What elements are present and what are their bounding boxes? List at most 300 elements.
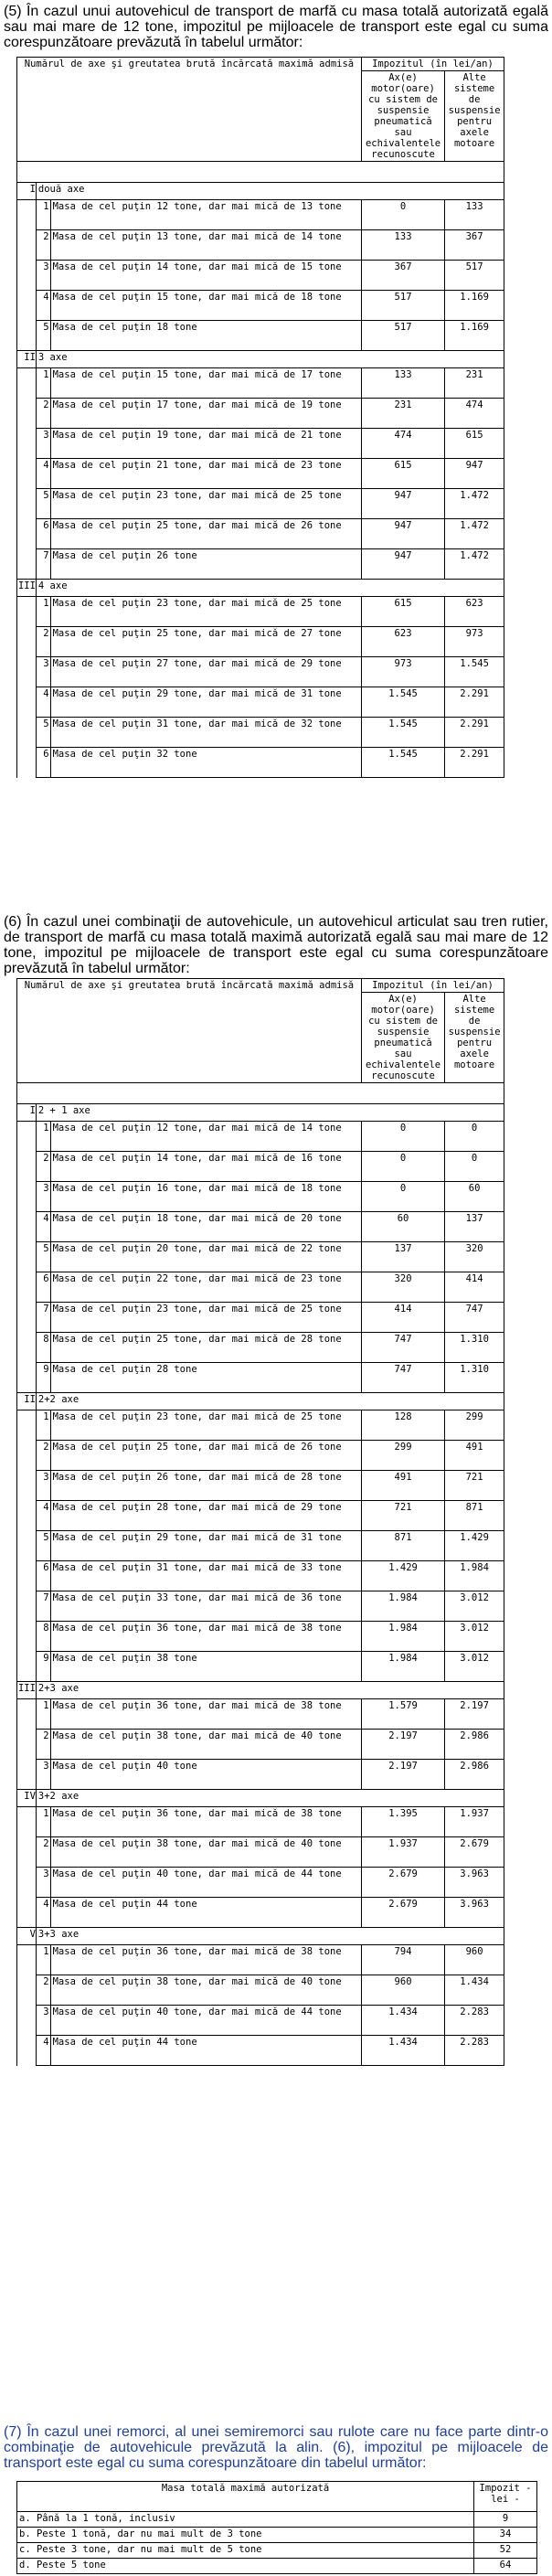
header-mass: Masa totală maximă autorizată [17, 2482, 474, 2512]
table-row [17, 549, 504, 580]
row-indent [17, 321, 37, 351]
row-tax-pneumatic: 1.984 [361, 1652, 444, 1682]
row-tax-pneumatic: 615 [361, 597, 444, 627]
row-description: Masa de cel puţin 27 tone, dar mai mică de 29 tone [50, 657, 361, 687]
row-tax-pneumatic: 1.434 [361, 2006, 444, 2036]
tax-table-combinations [16, 978, 504, 2066]
row-description: Masa de cel puţin 40 tone, dar mai mică de 44 tone [50, 1868, 361, 1898]
row-description: Masa de cel puţin 44 tone [50, 2036, 361, 2066]
row-description: Masa de cel puţin 14 tone, dar mai mică de 15 tone [50, 261, 361, 291]
row-description: Masa de cel puţin 18 tone [50, 321, 361, 351]
row-tax-pneumatic: 2.197 [361, 1730, 444, 1760]
row-tax-pneumatic: 1.545 [361, 748, 444, 778]
row-indent [17, 1303, 37, 1333]
row-tax-pneumatic: 794 [361, 1945, 444, 1975]
row-tax-pneumatic: 2.679 [361, 1868, 444, 1898]
table-row [17, 2512, 537, 2528]
row-description: Masa de cel puţin 44 tone [50, 1898, 361, 1928]
row-indent [17, 429, 37, 459]
row-tax-pneumatic: 1.434 [361, 2036, 444, 2066]
row-number: 3 [36, 1760, 50, 1790]
table-row [17, 429, 504, 459]
table-row [17, 1410, 504, 1441]
row-tax-pneumatic: 623 [361, 627, 444, 657]
row-tax-other: 3.012 [445, 1622, 504, 1652]
row-number: 4 [36, 291, 50, 321]
row-tax-other: 623 [445, 597, 504, 627]
row-number: 6 [36, 748, 50, 778]
row-tax-pneumatic: 133 [361, 230, 444, 261]
row-mass-range: a. Până la 1 tonă, inclusiv [17, 2512, 474, 2528]
row-tax-other: 60 [445, 1182, 504, 1212]
row-tax-other: 3.012 [445, 1652, 504, 1682]
row-indent [17, 1898, 37, 1928]
row-number: 6 [36, 1561, 50, 1591]
group-label: două axe [36, 183, 504, 200]
row-tax-other: 2.291 [445, 748, 504, 778]
row-tax-pneumatic: 871 [361, 1531, 444, 1561]
row-tax-other: 474 [445, 399, 504, 429]
row-tax-other: 747 [445, 1303, 504, 1333]
header-tax-lei: Impozit - lei - [474, 2482, 537, 2512]
row-description: Masa de cel puţin 28 tone, dar mai mică de 29 tone [50, 1501, 361, 1531]
row-number: 1 [36, 597, 50, 627]
row-description: Masa de cel puţin 12 tone, dar mai mică de 13 tone [50, 200, 361, 230]
row-description: Masa de cel puţin 38 tone, dar mai mică de 40 tone [50, 1837, 361, 1868]
row-indent [17, 489, 37, 519]
row-tax-other: 871 [445, 1501, 504, 1531]
row-tax-other: 3.963 [445, 1898, 504, 1928]
row-number: 4 [36, 1501, 50, 1531]
table-row [17, 1760, 504, 1790]
row-number: 7 [36, 549, 50, 580]
row-number: 8 [36, 1622, 50, 1652]
row-indent [17, 1622, 37, 1652]
row-description: Masa de cel puţin 16 tone, dar mai mică de 18 tone [50, 1182, 361, 1212]
row-tax-other: 1.434 [445, 1975, 504, 2006]
header-tax: Impozitul (în lei/an) [361, 58, 504, 71]
row-number: 3 [36, 429, 50, 459]
row-number: 1 [36, 1410, 50, 1441]
group-roman: II [17, 351, 37, 368]
group-label: 3+2 axe [36, 1790, 504, 1807]
table-row [17, 1212, 504, 1242]
row-description: Masa de cel puţin 18 tone, dar mai mică de 20 tone [50, 1212, 361, 1242]
row-tax-pneumatic: 517 [361, 291, 444, 321]
row-tax-other: 1.937 [445, 1807, 504, 1837]
row-indent [17, 2006, 37, 2036]
row-tax-value: 9 [474, 2512, 537, 2528]
table-row [17, 687, 504, 718]
row-number: 4 [36, 1898, 50, 1928]
header-axes: Numărul de axe şi greutatea brută încărcată maximă admisă [17, 979, 362, 1083]
table-row [17, 1561, 504, 1591]
table-row [17, 718, 504, 748]
row-number: 4 [36, 459, 50, 489]
header-spacer [17, 162, 504, 183]
row-tax-pneumatic: 0 [361, 1152, 444, 1182]
row-tax-pneumatic: 2.197 [361, 1760, 444, 1790]
row-tax-other: 0 [445, 1152, 504, 1182]
table-row [17, 1868, 504, 1898]
table-row [17, 1303, 504, 1333]
row-tax-pneumatic: 747 [361, 1363, 444, 1393]
row-tax-pneumatic: 947 [361, 489, 444, 519]
row-tax-pneumatic: 1.579 [361, 1699, 444, 1730]
row-number: 5 [36, 1531, 50, 1561]
row-tax-pneumatic: 414 [361, 1303, 444, 1333]
row-indent [17, 1807, 37, 1837]
row-tax-pneumatic: 128 [361, 1410, 444, 1441]
row-tax-other: 3.012 [445, 1591, 504, 1622]
row-description: Masa de cel puţin 23 tone, dar mai mică de 25 tone [50, 1410, 361, 1441]
row-description: Masa de cel puţin 25 tone, dar mai mică de 28 tone [50, 1333, 361, 1363]
table-row [17, 1152, 504, 1182]
row-description: Masa de cel puţin 40 tone, dar mai mică de 44 tone [50, 2006, 361, 2036]
row-tax-value: 52 [474, 2543, 537, 2559]
row-tax-value: 34 [474, 2528, 537, 2543]
row-indent [17, 1837, 37, 1868]
row-description: Masa de cel puţin 38 tone, dar mai mică de 40 tone [50, 1730, 361, 1760]
row-description: Masa de cel puţin 15 tone, dar mai mică de 18 tone [50, 291, 361, 321]
row-number: 7 [36, 1591, 50, 1622]
group-roman: III [17, 580, 37, 597]
row-description: Masa de cel puţin 23 tone, dar mai mică de 25 tone [50, 489, 361, 519]
row-description: Masa de cel puţin 13 tone, dar mai mică de 14 tone [50, 230, 361, 261]
row-number: 2 [36, 1152, 50, 1182]
row-description: Masa de cel puţin 22 tone, dar mai mică de 23 tone [50, 1272, 361, 1303]
row-tax-pneumatic: 491 [361, 1471, 444, 1501]
row-description: Masa de cel puţin 20 tone, dar mai mică de 22 tone [50, 1242, 361, 1272]
row-tax-pneumatic: 947 [361, 519, 444, 549]
group-roman: III [17, 1682, 37, 1699]
row-tax-pneumatic: 60 [361, 1212, 444, 1242]
row-description: Masa de cel puţin 23 tone, dar mai mică de 25 tone [50, 1303, 361, 1333]
row-indent [17, 1531, 37, 1561]
table-row [17, 1975, 504, 2006]
row-description: Masa de cel puţin 36 tone, dar mai mică de 38 tone [50, 1699, 361, 1730]
row-tax-pneumatic: 1.429 [361, 1561, 444, 1591]
row-tax-other: 1.545 [445, 657, 504, 687]
row-tax-other: 491 [445, 1441, 504, 1471]
row-number: 1 [36, 200, 50, 230]
row-tax-other: 2.291 [445, 687, 504, 718]
table-row [17, 748, 504, 778]
table-row [17, 230, 504, 261]
row-number: 3 [36, 657, 50, 687]
table-row [17, 1363, 504, 1393]
row-tax-pneumatic: 299 [361, 1441, 444, 1471]
row-number: 5 [36, 1242, 50, 1272]
row-tax-other: 2.283 [445, 2036, 504, 2066]
row-number: 1 [36, 1699, 50, 1730]
row-description: Masa de cel puţin 31 tone, dar mai mică de 32 tone [50, 718, 361, 748]
row-number: 2 [36, 627, 50, 657]
row-indent [17, 1591, 37, 1622]
row-indent [17, 1441, 37, 1471]
row-number: 1 [36, 368, 50, 399]
row-number: 6 [36, 1272, 50, 1303]
row-tax-other: 973 [445, 627, 504, 657]
row-tax-other: 2.986 [445, 1760, 504, 1790]
row-indent [17, 1242, 37, 1272]
row-tax-other: 231 [445, 368, 504, 399]
row-number: 7 [36, 1303, 50, 1333]
row-description: Masa de cel puţin 36 tone, dar mai mică de 38 tone [50, 1622, 361, 1652]
row-tax-other: 1.472 [445, 549, 504, 580]
row-indent [17, 261, 37, 291]
row-indent [17, 1730, 37, 1760]
row-indent [17, 1272, 37, 1303]
table-row [17, 1898, 504, 1928]
row-indent [17, 1333, 37, 1363]
row-tax-other: 0 [445, 1122, 504, 1152]
row-indent [17, 1699, 37, 1730]
header-axes: Numărul de axe şi greutatea brută încărcată maximă admisă [17, 58, 362, 162]
table-row [17, 1501, 504, 1531]
row-indent [17, 2036, 37, 2066]
row-description: Masa de cel puţin 28 tone [50, 1363, 361, 1393]
table-row [17, 1591, 504, 1622]
row-number: 4 [36, 1212, 50, 1242]
row-indent [17, 1212, 37, 1242]
row-description: Masa de cel puţin 14 tone, dar mai mică de 16 tone [50, 1152, 361, 1182]
row-number: 5 [36, 489, 50, 519]
table-row [17, 1333, 504, 1363]
row-description: Masa de cel puţin 31 tone, dar mai mică de 33 tone [50, 1561, 361, 1591]
row-number: 2 [36, 1441, 50, 1471]
row-indent [17, 657, 37, 687]
row-description: Masa de cel puţin 38 tone [50, 1652, 361, 1682]
row-description: Masa de cel puţin 25 tone, dar mai mică de 26 tone [50, 1441, 361, 1471]
table-row [17, 2528, 537, 2543]
row-tax-other: 615 [445, 429, 504, 459]
row-tax-pneumatic: 320 [361, 1272, 444, 1303]
row-tax-pneumatic: 133 [361, 368, 444, 399]
row-description: Masa de cel puţin 15 tone, dar mai mică de 17 tone [50, 368, 361, 399]
row-tax-other: 1.472 [445, 519, 504, 549]
row-mass-range: c. Peste 3 tone, dar nu mai mult de 5 tone [17, 2543, 474, 2559]
row-tax-other: 2.986 [445, 1730, 504, 1760]
table-row [17, 1272, 504, 1303]
row-number: 5 [36, 321, 50, 351]
row-tax-other: 1.169 [445, 321, 504, 351]
table-row [17, 399, 504, 429]
group-roman: V [17, 1928, 37, 1945]
table-row [17, 597, 504, 627]
paragraph-6: (6) În cazul unei combinaţii de autovehicule, un autovehicul articulat sau tren rutier, de transport de marfă cu masa totală maximă autorizată egală sau mai mare de 12 tone, impozitul pe mijloacele de transport este egal cu suma corespunzătoare prevăzută în tabelul următor: [4, 914, 548, 976]
row-indent [17, 1182, 37, 1212]
row-tax-pneumatic: 0 [361, 1122, 444, 1152]
table-row [17, 627, 504, 657]
row-indent [17, 1122, 37, 1152]
row-tax-pneumatic: 1.395 [361, 1807, 444, 1837]
table-row [17, 1122, 504, 1152]
row-indent [17, 627, 37, 657]
row-tax-other: 2.283 [445, 2006, 504, 2036]
table-row [17, 2543, 537, 2559]
row-indent [17, 1152, 37, 1182]
row-description: Masa de cel puţin 12 tone, dar mai mică de 14 tone [50, 1122, 361, 1152]
row-number: 9 [36, 1652, 50, 1682]
row-indent [17, 459, 37, 489]
row-tax-other: 367 [445, 230, 504, 261]
header-col-pneumatic: Ax(e) motor(oare) cu sistem de suspensie pneumatică sau echivalentele recunoscute [361, 71, 444, 162]
row-tax-pneumatic: 1.984 [361, 1622, 444, 1652]
group-roman: IV [17, 1790, 37, 1807]
row-tax-other: 1.472 [445, 489, 504, 519]
row-description: Masa de cel puţin 40 tone [50, 1760, 361, 1790]
row-indent [17, 1945, 37, 1975]
row-indent [17, 291, 37, 321]
row-mass-range: b. Peste 1 tonă, dar nu mai mult de 3 tone [17, 2528, 474, 2543]
header-col-pneumatic: Ax(e) motor(oare) cu sistem de suspensie pneumatică sau echivalentele recunoscute [361, 993, 444, 1083]
table-row [17, 1837, 504, 1868]
table-row [17, 1531, 504, 1561]
row-indent [17, 549, 37, 580]
row-description: Masa de cel puţin 25 tone, dar mai mică de 26 tone [50, 519, 361, 549]
row-description: Masa de cel puţin 29 tone, dar mai mică de 31 tone [50, 1531, 361, 1561]
table-row [17, 2006, 504, 2036]
row-number: 2 [36, 230, 50, 261]
row-description: Masa de cel puţin 19 tone, dar mai mică de 21 tone [50, 429, 361, 459]
table-row [17, 489, 504, 519]
row-description: Masa de cel puţin 36 tone, dar mai mică de 38 tone [50, 1945, 361, 1975]
row-tax-pneumatic: 1.984 [361, 1591, 444, 1622]
row-tax-other: 721 [445, 1471, 504, 1501]
row-number: 2 [36, 1975, 50, 2006]
table-row [17, 368, 504, 399]
paragraph-7: (7) În cazul unei remorci, al unei semiremorci sau rulote care nu face parte dintr-o combinaţie de autovehicule prevăzută la alin. (6), impozitul pe mijloacele de transport este egal cu suma corespunzătoare din tabelul următor: [4, 2424, 548, 2471]
table-row [17, 1652, 504, 1682]
row-tax-pneumatic: 367 [361, 261, 444, 291]
row-tax-pneumatic: 947 [361, 549, 444, 580]
tax-table-trailers [16, 2481, 537, 2574]
row-indent [17, 1410, 37, 1441]
row-indent [17, 1471, 37, 1501]
row-description: Masa de cel puţin 33 tone, dar mai mică de 36 tone [50, 1591, 361, 1622]
row-indent [17, 748, 37, 778]
group-label: 3+3 axe [36, 1928, 504, 1945]
row-tax-pneumatic: 973 [361, 657, 444, 687]
row-tax-other: 137 [445, 1212, 504, 1242]
row-indent [17, 200, 37, 230]
row-description: Masa de cel puţin 38 tone, dar mai mică de 40 tone [50, 1975, 361, 2006]
header-tax: Impozitul (în lei/an) [361, 979, 504, 993]
group-roman: II [17, 1393, 37, 1410]
row-number: 3 [36, 1182, 50, 1212]
table-row [17, 1242, 504, 1272]
row-indent [17, 597, 37, 627]
row-indent [17, 687, 37, 718]
row-tax-pneumatic: 0 [361, 200, 444, 230]
row-description: Masa de cel puţin 26 tone, dar mai mică de 28 tone [50, 1471, 361, 1501]
row-indent [17, 399, 37, 429]
row-number: 2 [36, 1837, 50, 1868]
table-row [17, 2036, 504, 2066]
group-label: 3 axe [36, 351, 504, 368]
table-row [17, 1730, 504, 1760]
table-row [17, 519, 504, 549]
row-tax-pneumatic: 1.545 [361, 687, 444, 718]
row-indent [17, 1652, 37, 1682]
row-description: Masa de cel puţin 29 tone, dar mai mică de 31 tone [50, 687, 361, 718]
table-row [17, 1622, 504, 1652]
row-tax-pneumatic: 2.679 [361, 1898, 444, 1928]
table-row [17, 1699, 504, 1730]
row-number: 1 [36, 1122, 50, 1152]
table-row [17, 657, 504, 687]
group-roman: I [17, 183, 37, 200]
row-tax-value: 64 [474, 2559, 537, 2574]
row-number: 3 [36, 261, 50, 291]
row-description: Masa de cel puţin 17 tone, dar mai mică de 19 tone [50, 399, 361, 429]
row-tax-other: 1.310 [445, 1333, 504, 1363]
header-col-other: Alte sisteme de suspensie pentru axele motoare [445, 71, 504, 162]
row-tax-other: 414 [445, 1272, 504, 1303]
table-row [17, 1182, 504, 1212]
table-row [17, 1807, 504, 1837]
row-description: Masa de cel puţin 21 tone, dar mai mică de 23 tone [50, 459, 361, 489]
row-indent [17, 519, 37, 549]
row-tax-other: 2.291 [445, 718, 504, 748]
row-tax-pneumatic: 474 [361, 429, 444, 459]
row-tax-other: 1.984 [445, 1561, 504, 1591]
table-row [17, 2559, 537, 2574]
row-number: 6 [36, 519, 50, 549]
table-row [17, 1945, 504, 1975]
row-indent [17, 1868, 37, 1898]
row-number: 2 [36, 399, 50, 429]
row-tax-other: 2.679 [445, 1837, 504, 1868]
row-tax-other: 299 [445, 1410, 504, 1441]
row-number: 4 [36, 2036, 50, 2066]
row-description: Masa de cel puţin 26 tone [50, 549, 361, 580]
row-tax-other: 1.429 [445, 1531, 504, 1561]
group-label: 2+2 axe [36, 1393, 504, 1410]
table-row [17, 321, 504, 351]
row-indent [17, 718, 37, 748]
row-description: Masa de cel puţin 32 tone [50, 748, 361, 778]
row-tax-pneumatic: 747 [361, 1333, 444, 1363]
group-label: 2+3 axe [36, 1682, 504, 1699]
row-tax-other: 320 [445, 1242, 504, 1272]
row-indent [17, 368, 37, 399]
table-row [17, 291, 504, 321]
row-tax-other: 947 [445, 459, 504, 489]
row-number: 5 [36, 718, 50, 748]
table-row [17, 261, 504, 291]
row-tax-pneumatic: 615 [361, 459, 444, 489]
row-description: Masa de cel puţin 23 tone, dar mai mică de 25 tone [50, 597, 361, 627]
header-spacer [17, 1083, 504, 1104]
paragraph-5: (5) În cazul unui autovehicul de transport de marfă cu masa totală autorizată egală sau mai mare de 12 tone, impozitul pe mijloacele de transport este egal cu suma corespunzătoare prevăzută în tabelul următor: [4, 4, 548, 50]
row-tax-other: 3.963 [445, 1868, 504, 1898]
row-tax-other: 960 [445, 1945, 504, 1975]
row-tax-other: 2.197 [445, 1699, 504, 1730]
row-number: 9 [36, 1363, 50, 1393]
group-label: 4 axe [36, 580, 504, 597]
row-number: 1 [36, 1945, 50, 1975]
row-tax-pneumatic: 1.545 [361, 718, 444, 748]
row-indent [17, 1760, 37, 1790]
row-description: Masa de cel puţin 36 tone, dar mai mică de 38 tone [50, 1807, 361, 1837]
row-number: 4 [36, 687, 50, 718]
group-roman: I [17, 1104, 37, 1122]
row-number: 1 [36, 1807, 50, 1837]
row-tax-pneumatic: 137 [361, 1242, 444, 1272]
tax-table-trucks [16, 57, 504, 778]
